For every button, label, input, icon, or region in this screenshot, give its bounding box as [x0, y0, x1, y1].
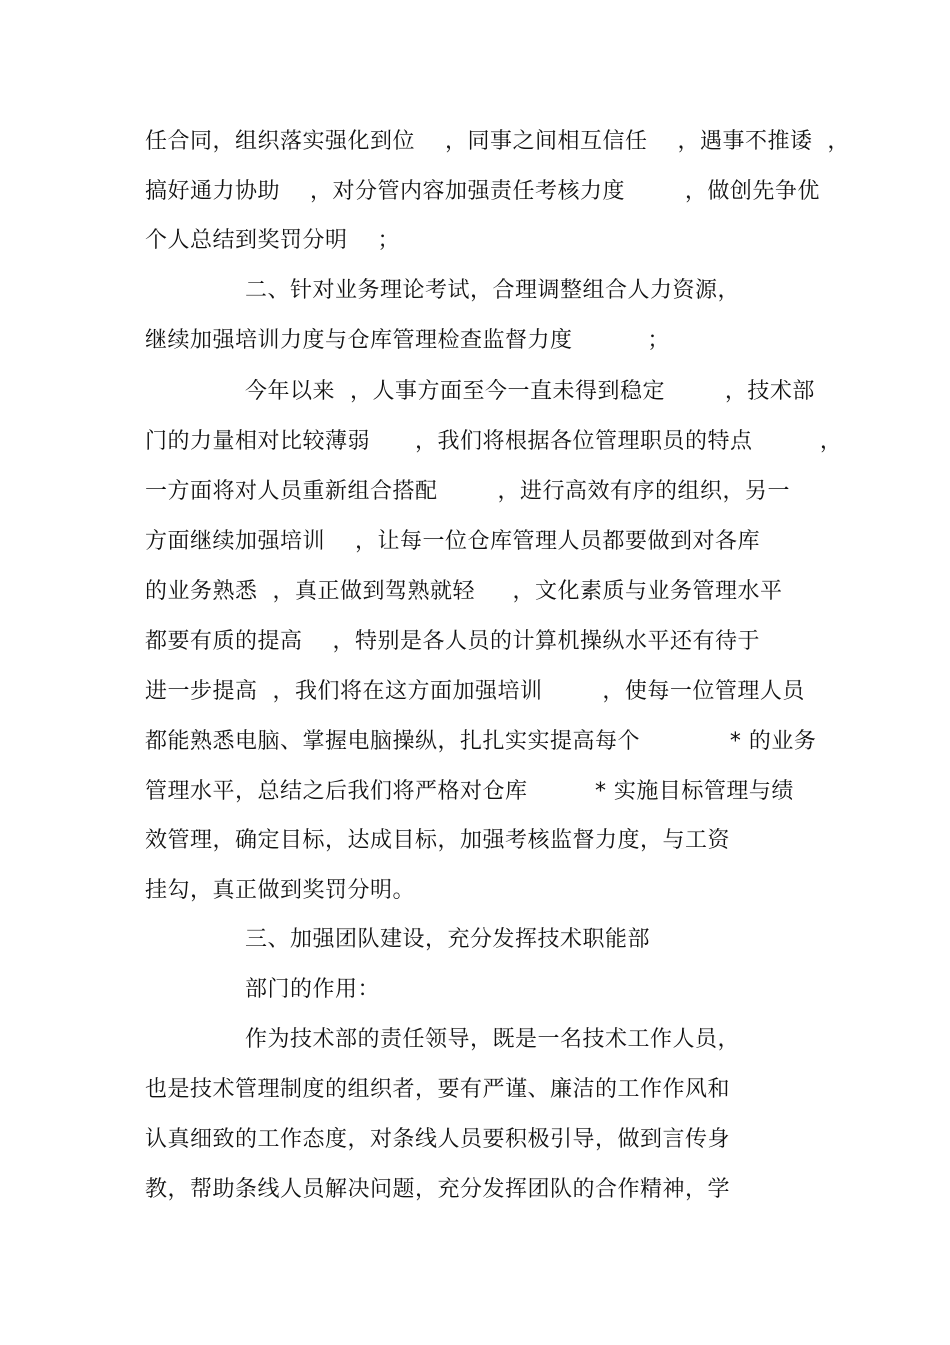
text-line-21: 认真细致的工作态度，对条线人员要积极引导，做到言传身: [145, 1127, 731, 1152]
text-line-11: 都要有质的提高 ，特别是各人员的计算机操纵水平还有待于: [145, 629, 760, 654]
text-line-15: 效管理，确定目标，达成目标，加强考核监督力度，与工资: [145, 828, 731, 853]
text-line-2: 搞好通力协助 ，对分管内容加强责任考核力度 ，做创先争优: [145, 179, 820, 204]
text-line-20: 也是技术管理制度的组织者，要有严谨、廉洁的工作作风和: [145, 1077, 731, 1102]
text-line-14: 管理水平，总结之后我们将严格对仓库 * 实施目标管理与绩: [145, 779, 794, 804]
text-line-5: 继续加强培训力度与仓库管理检查监督力度 ；: [145, 328, 670, 353]
text-line-13: 都能熟悉电脑、掌握电脑操纵，扎扎实实提高每个 * 的业务: [145, 729, 817, 754]
text-line-16: 挂勾，真正做到奖罚分明。: [145, 878, 416, 903]
text-line-22: 教，帮助条线人员解决问题，充分发挥团队的合作精神，学: [145, 1177, 731, 1202]
text-line-7: 门的力量相对比较薄弱 ，我们将根据各位管理职员的特点 ，: [145, 429, 843, 454]
text-line-8: 一方面将对人员重新组合搭配 ，进行高效有序的组织，另一: [145, 479, 790, 504]
text-line-3: 个人总结到奖罚分明 ；: [145, 228, 400, 253]
text-line-12: 进一步提高 ，我们将在这方面加强培训 ，使每一位管理人员: [145, 679, 805, 704]
text-line-19: 作为技术部的责任领导，既是一名技术工作人员，: [245, 1027, 741, 1052]
text-line-1: 任合同，组织落实强化到位 ，同事之间相互信任 ，遇事不推诿 ，: [145, 129, 850, 154]
section-heading-3: 三、加强团队建设，充分发挥技术职能部: [245, 927, 651, 952]
text-line-9: 方面继续加强培训 ，让每一位仓库管理人员都要做到对各库: [145, 529, 760, 554]
text-line-6: 今年以来 ，人事方面至今一直未得到稳定 ，技术部: [245, 379, 815, 404]
section-heading-2: 二、针对业务理论考试，合理调整组合人力资源，: [245, 278, 741, 303]
section-heading-3-cont: 部门的作用：: [245, 977, 381, 1002]
text-line-10: 的业务熟悉 ，真正做到驾熟就轻 ，文化素质与业务管理水平: [145, 579, 783, 604]
